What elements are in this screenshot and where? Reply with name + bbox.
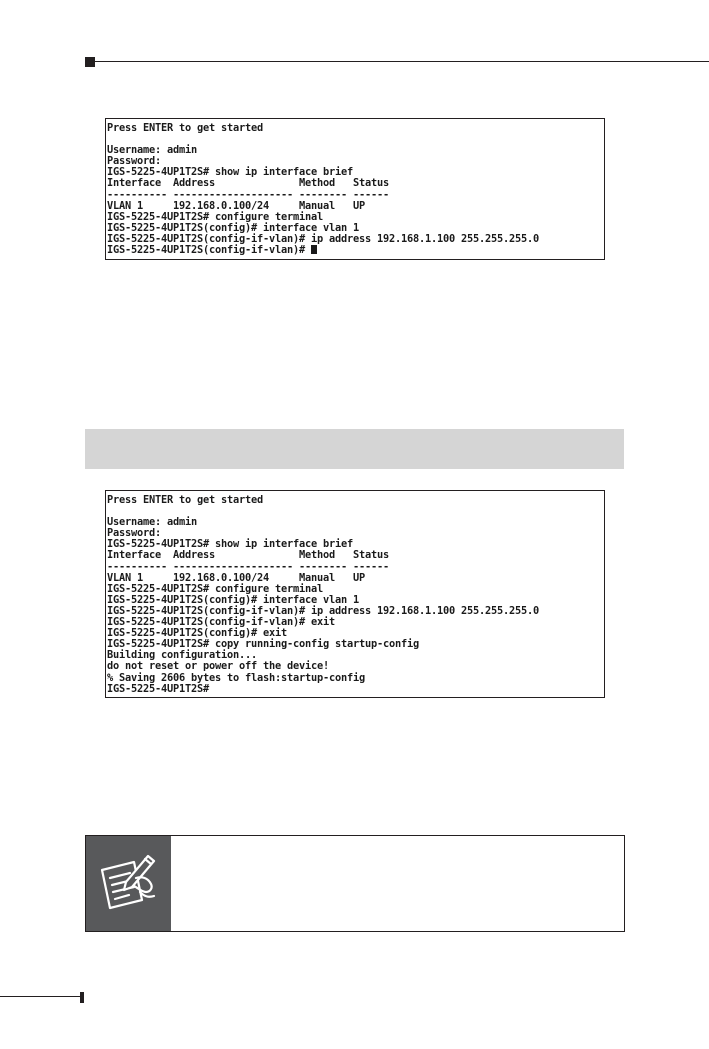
footer-rule — [0, 996, 80, 997]
terminal-line: VLAN 1 192.168.0.100/24 Manual UP — [107, 571, 365, 584]
terminal-prompt-line — [106, 245, 604, 256]
terminal-line: Password: — [107, 155, 161, 168]
terminal-line: ---------- -------------------- -------- ------ — [107, 188, 389, 201]
terminal-line: IGS-5225-4UP1T2S# show ip interface brief — [107, 538, 353, 551]
terminal-line: IGS-5225-4UP1T2S(config)# interface vlan 1 — [107, 221, 359, 234]
note-box — [85, 835, 625, 932]
terminal-line: Password: — [107, 527, 161, 540]
terminal-line: IGS-5225-4UP1T2S(config-if-vlan)# ip address 192.168.1.100 255.255.255.0 — [107, 604, 539, 617]
terminal-screenshot-2 — [105, 490, 605, 698]
section-heading-band — [85, 429, 624, 469]
terminal-line: IGS-5225-4UP1T2S(config)# interface vlan 1 — [107, 593, 359, 606]
terminal-prompt: IGS-5225-4UP1T2S(config-if-vlan)# — [107, 244, 311, 257]
note-icon-panel — [86, 836, 171, 931]
header-rule — [95, 61, 709, 62]
terminal-line: Username: admin — [107, 144, 197, 157]
footer-tick — [80, 992, 84, 1003]
terminal-line: IGS-5225-4UP1T2S# configure terminal — [107, 210, 323, 223]
terminal-line: ---------- -------------------- -------- ------ — [107, 560, 389, 573]
terminal-line: Building configuration... — [107, 649, 257, 662]
terminal-line: Press ENTER to get started — [107, 122, 263, 134]
terminal-screenshot-1 — [105, 118, 605, 260]
header-square — [85, 57, 95, 67]
terminal-line: Interface Address Method Status — [107, 549, 389, 562]
cursor-block-icon — [311, 245, 317, 254]
terminal-line: Interface Address Method Status — [107, 177, 389, 190]
terminal-line: IGS-5225-4UP1T2S# — [107, 682, 209, 695]
terminal-line: IGS-5225-4UP1T2S# copy running-config startup-config — [107, 638, 419, 651]
terminal-line: VLAN 1 192.168.0.100/24 Manual UP — [107, 199, 365, 212]
terminal-line: Username: admin — [107, 516, 197, 529]
terminal-line: IGS-5225-4UP1T2S(config)# exit — [107, 627, 287, 640]
terminal-line: % Saving 2606 bytes to flash:startup-config — [107, 671, 365, 684]
terminal-line: do not reset or power off the device! — [107, 660, 329, 673]
terminal-line: IGS-5225-4UP1T2S# show ip interface brief — [107, 166, 353, 179]
terminal-line: Press ENTER to get started — [107, 494, 263, 506]
note-writing-icon — [96, 848, 160, 918]
terminal-line: IGS-5225-4UP1T2S# configure terminal — [107, 582, 323, 595]
terminal-line: IGS-5225-4UP1T2S(config-if-vlan)# ip address 192.168.1.100 255.255.255.0 — [107, 232, 539, 245]
terminal-line: IGS-5225-4UP1T2S(config-if-vlan)# exit — [107, 616, 335, 629]
